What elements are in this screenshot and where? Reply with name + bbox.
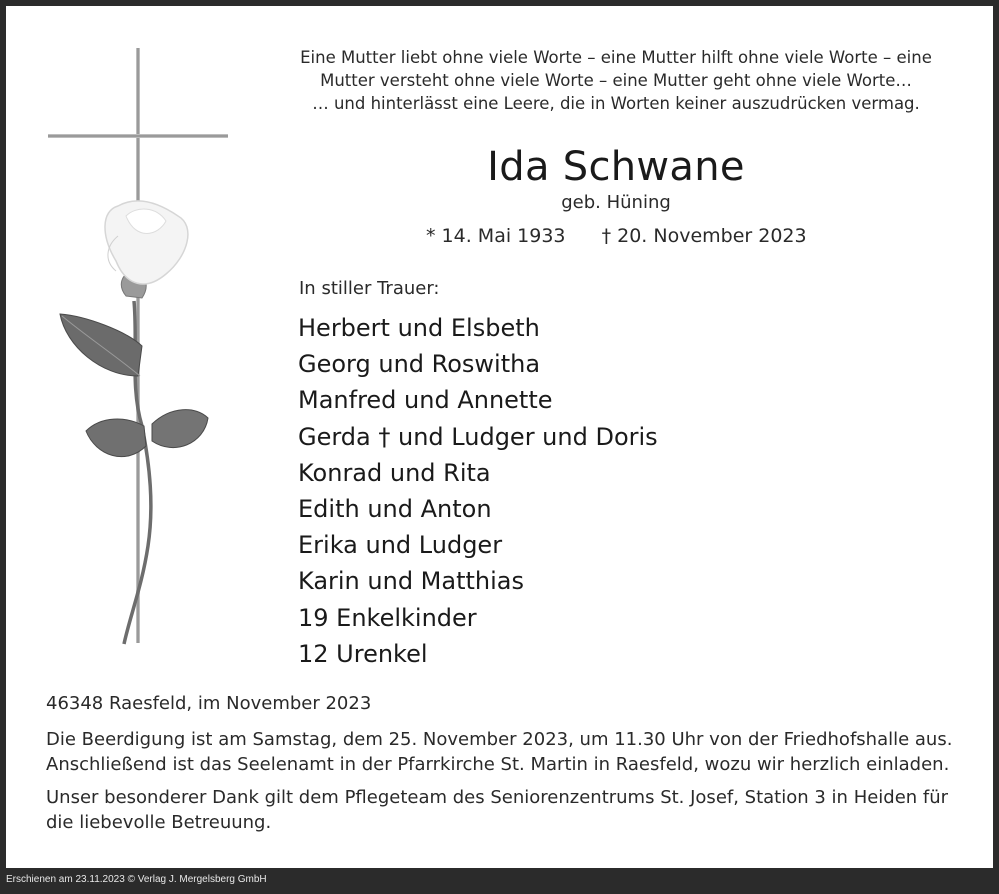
mourner-entry: Herbert und Elsbeth [298,314,540,342]
birth-date: * 14. Mai 1933 [426,225,566,247]
mourner-entry: Manfred und Annette [298,386,553,415]
cross-and-rose-illustration [46,46,246,666]
obituary-card [6,6,993,868]
maiden-name: geb. Hüning [561,192,671,213]
funeral-notice [46,727,976,777]
deceased-name: Ida Schwane [487,144,745,190]
thanks-line: Unser besonderer Dank gilt dem Pflegeteam des Seniorenzentrums St. Josef, Station 3 in Heiden für [46,787,949,808]
mourners-list [298,310,658,672]
mourners-intro: In stiller Trauer: [299,278,440,299]
mourner-entry: Gerda † und Ludger und Doris [298,422,658,451]
poem-line: … und hinterlässt eine Leere, die in Worten keiner auszudrücken vermag. [312,94,920,113]
mourner-entry: Karin und Matthias [298,567,525,596]
funeral-notice-line: Die Beerdigung ist am Samstag, dem 25. November 2023, um 11.30 Uhr von der Friedhofshalle aus. [46,729,953,750]
thanks-line: die liebevolle Betreuung. [46,812,272,833]
death-date: † 20. November 2023 [601,225,807,247]
mourner-entry: Konrad und Rita [298,458,491,487]
poem-line: Eine Mutter liebt ohne viele Worte – eine Mutter hilft ohne viele Worte – eine [300,48,932,67]
place-date: 46348 Raesfeld, im November 2023 [46,693,372,714]
poem-line: Mutter versteht ohne viele Worte – eine Mutter geht ohne viele Worte… [320,71,912,90]
mourner-entry: Erika und Ludger [298,531,503,560]
mourner-entry: Edith und Anton [298,495,492,524]
mourner-entry: 19 Enkelkinder [298,603,477,632]
poem [266,46,966,115]
mourner-entry: Georg und Roswitha [298,350,541,379]
life-dates [406,225,826,247]
thanks-note [46,785,976,835]
rose-icon [60,201,208,644]
publication-footer: Erschienen am 23.11.2023 © Verlag J. Mergelsberg GmbH [6,874,267,885]
funeral-notice-line: Anschließend ist das Seelenamt in der Pfarrkirche St. Martin in Raesfeld, wozu wir herzlich einladen. [46,754,950,775]
mourner-entry: 12 Urenkel [298,639,428,668]
